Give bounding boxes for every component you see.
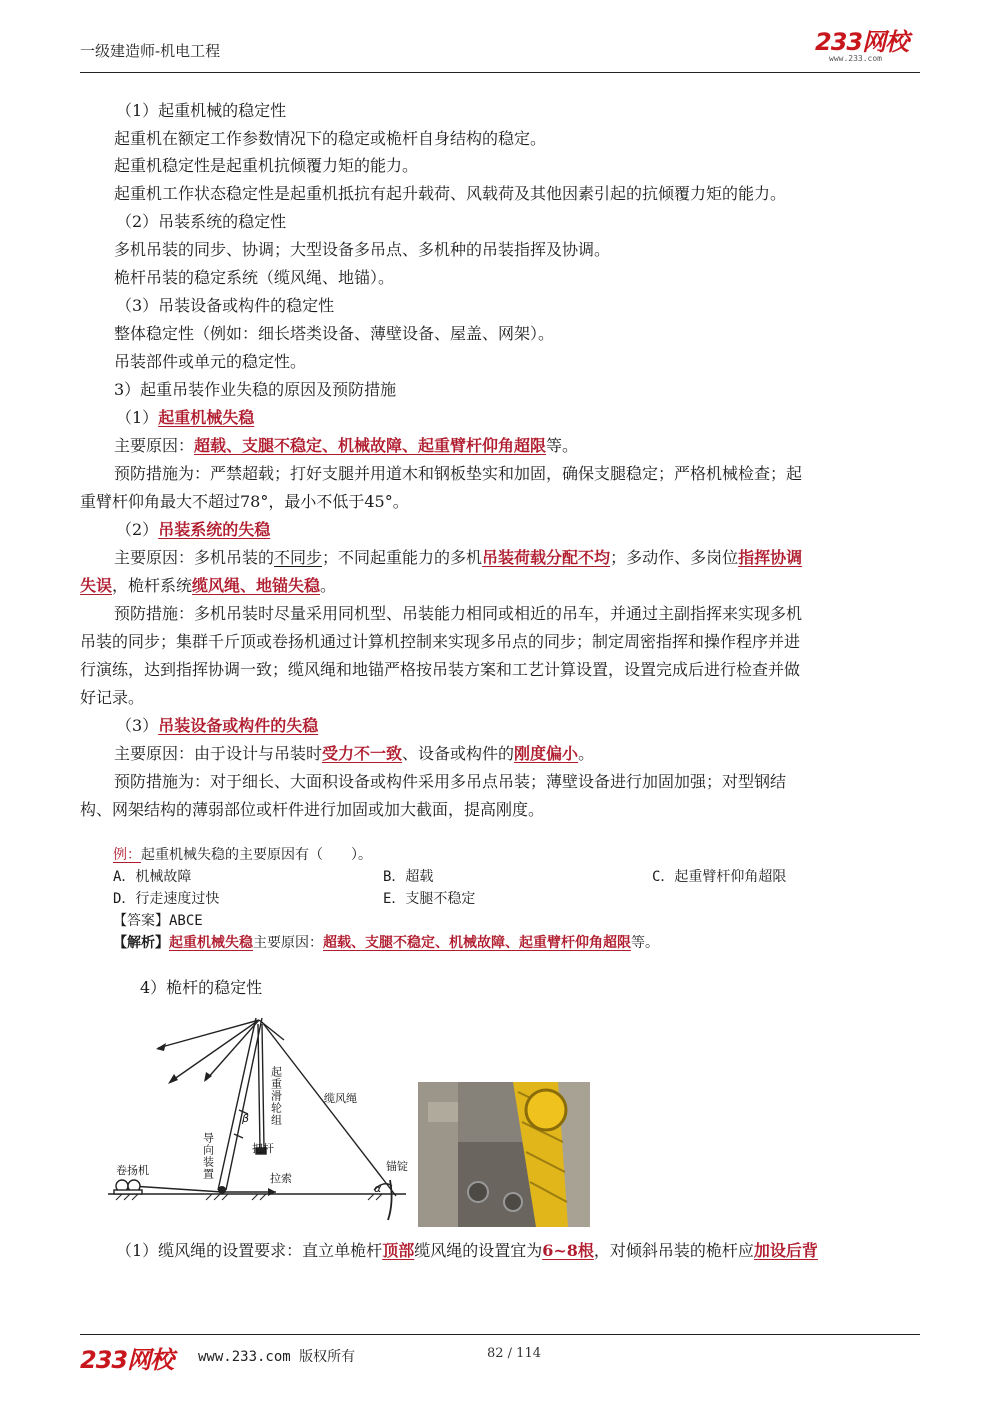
option-d: D．行走速度过快 [113,891,220,907]
label-winch: 卷扬机 [116,1164,149,1177]
text-line: 主要原因：由于设计与吊装时受力不一致、设备或构件的刚度偏小。 [114,744,595,763]
text-line: 起重机稳定性是起重机抗倾覆力矩的能力。 [114,156,419,175]
label-alpha: α [374,1182,382,1195]
footer-copyright: www.233.com 版权所有 [198,1349,356,1365]
heading-crane-stability: （1）起重机械的稳定性 [116,101,287,120]
label-pulley: 起重滑轮组 [269,1066,283,1126]
text-line: 预防措施为：对于细长、大面积设备或构件采用多吊点吊装；薄壁设备进行加固加强；对型钢结 [114,772,787,791]
heading-mast-stability: 4）桅杆的稳定性 [140,978,263,997]
label-guide: 导向装置 [201,1132,215,1180]
footer-logo: 233网校 [80,1346,174,1374]
option-b: B．超载 [383,869,434,885]
analysis: 【解析】起重机械失稳主要原因：超载、支腿不稳定、机械故障、起重臂杆仰角超限等。 [113,935,659,951]
mast-photo [418,1082,590,1227]
logo-url: www.233.com [829,54,882,63]
brand-logo [815,30,908,63]
header-title: 一级建造师-机电工程 [80,42,221,60]
option-a: A．机械故障 [113,869,192,885]
text-line: 多机吊装的同步、协调；大型设备多吊点、多机种的吊装指挥及协调。 [114,240,611,259]
page-number: 82 / 114 [487,1346,541,1361]
text-line: 起重机在额定工作参数情况下的稳定或桅杆自身结构的稳定。 [114,129,547,148]
text-line: 主要原因：多机吊装的不同步；不同起重能力的多机吊装荷载分配不均；多动作、多岗位指挥协调 [114,548,803,567]
text-line: 重臂杆仰角最大不超过78°，最小不低于45°。 [80,492,409,511]
option-c: C．起重臂杆仰角超限 [652,869,787,885]
heading-system-stability: （2）吊装系统的稳定性 [116,212,287,231]
text-line: 预防措施：多机吊装时尽量采用同机型、吊装能力相同或相近的吊车，并通过主副指挥来实现多机 [114,604,803,623]
label-cable: 拉索 [270,1172,292,1185]
footer-divider [80,1334,920,1335]
text-line: 主要原因：超载、支腿不稳定、机械故障、起重臂杆仰角超限等。 [114,436,579,455]
text-line: 好记录。 [80,688,145,707]
label-beta: β [242,1112,250,1125]
text-line: 失误，桅杆系统缆风绳、地锚失稳。 [80,576,337,595]
text-line: 整体稳定性（例如：细长塔类设备、薄壁设备、屋盖、网架）。 [114,324,555,343]
heading-system-instability: （2）吊装系统的失稳 [116,520,271,539]
logo-text: 233网校 [815,28,909,56]
text-line: 吊装部件或单元的稳定性。 [114,352,307,371]
example-question: 例：起重机械失稳的主要原因有（ ）。 [113,847,372,863]
heading-equipment-stability: （3）吊装设备或构件的稳定性 [116,296,335,315]
header-divider [80,72,920,73]
text-line: 吊装的同步；集群千斤顶或卷扬机通过计算机控制来实现多吊点的同步；制定周密指挥和操作程序并进 [80,632,801,651]
heading-equipment-instability: （3）吊装设备或构件的失稳 [116,716,319,735]
heading-instability-causes: 3）起重吊装作业失稳的原因及预防措施 [114,380,397,399]
text-line: 预防措施为：严禁超载；打好支腿并用道木和钢板垫实和加固，确保支腿稳定；严格机械检查；起 [114,464,803,483]
text-line: 桅杆吊装的稳定系统（缆风绳、地锚）。 [114,268,395,287]
text-line: 起重机工作状态稳定性是起重机抵抗有起升载荷、风载荷及其他因素引起的抗倾覆力矩的能力。 [114,184,787,203]
label-guy-rope: 缆风绳 [324,1092,357,1105]
heading-crane-instability: （1）起重机械失稳 [116,408,255,427]
label-anchor: 锚锭 [386,1160,408,1173]
text-line: 行演练，达到指挥协调一致；缆风绳和地锚严格按吊装方案和工艺计算设置，设置完成后进行检查并做 [80,660,801,679]
label-handle: 把杆 [252,1142,274,1155]
answer: 【答案】ABCE [113,913,203,929]
mast-diagram [108,1010,414,1235]
option-e: E．支腿不稳定 [383,891,476,907]
guy-rope-requirement: （1）缆风绳的设置要求：直立单桅杆顶部缆风绳的设置宜为6~8根，对倾斜吊装的桅杆应加设后背 [116,1241,818,1260]
text-line: 构、网架结构的薄弱部位或杆件进行加固或加大截面，提高刚度。 [80,800,545,819]
